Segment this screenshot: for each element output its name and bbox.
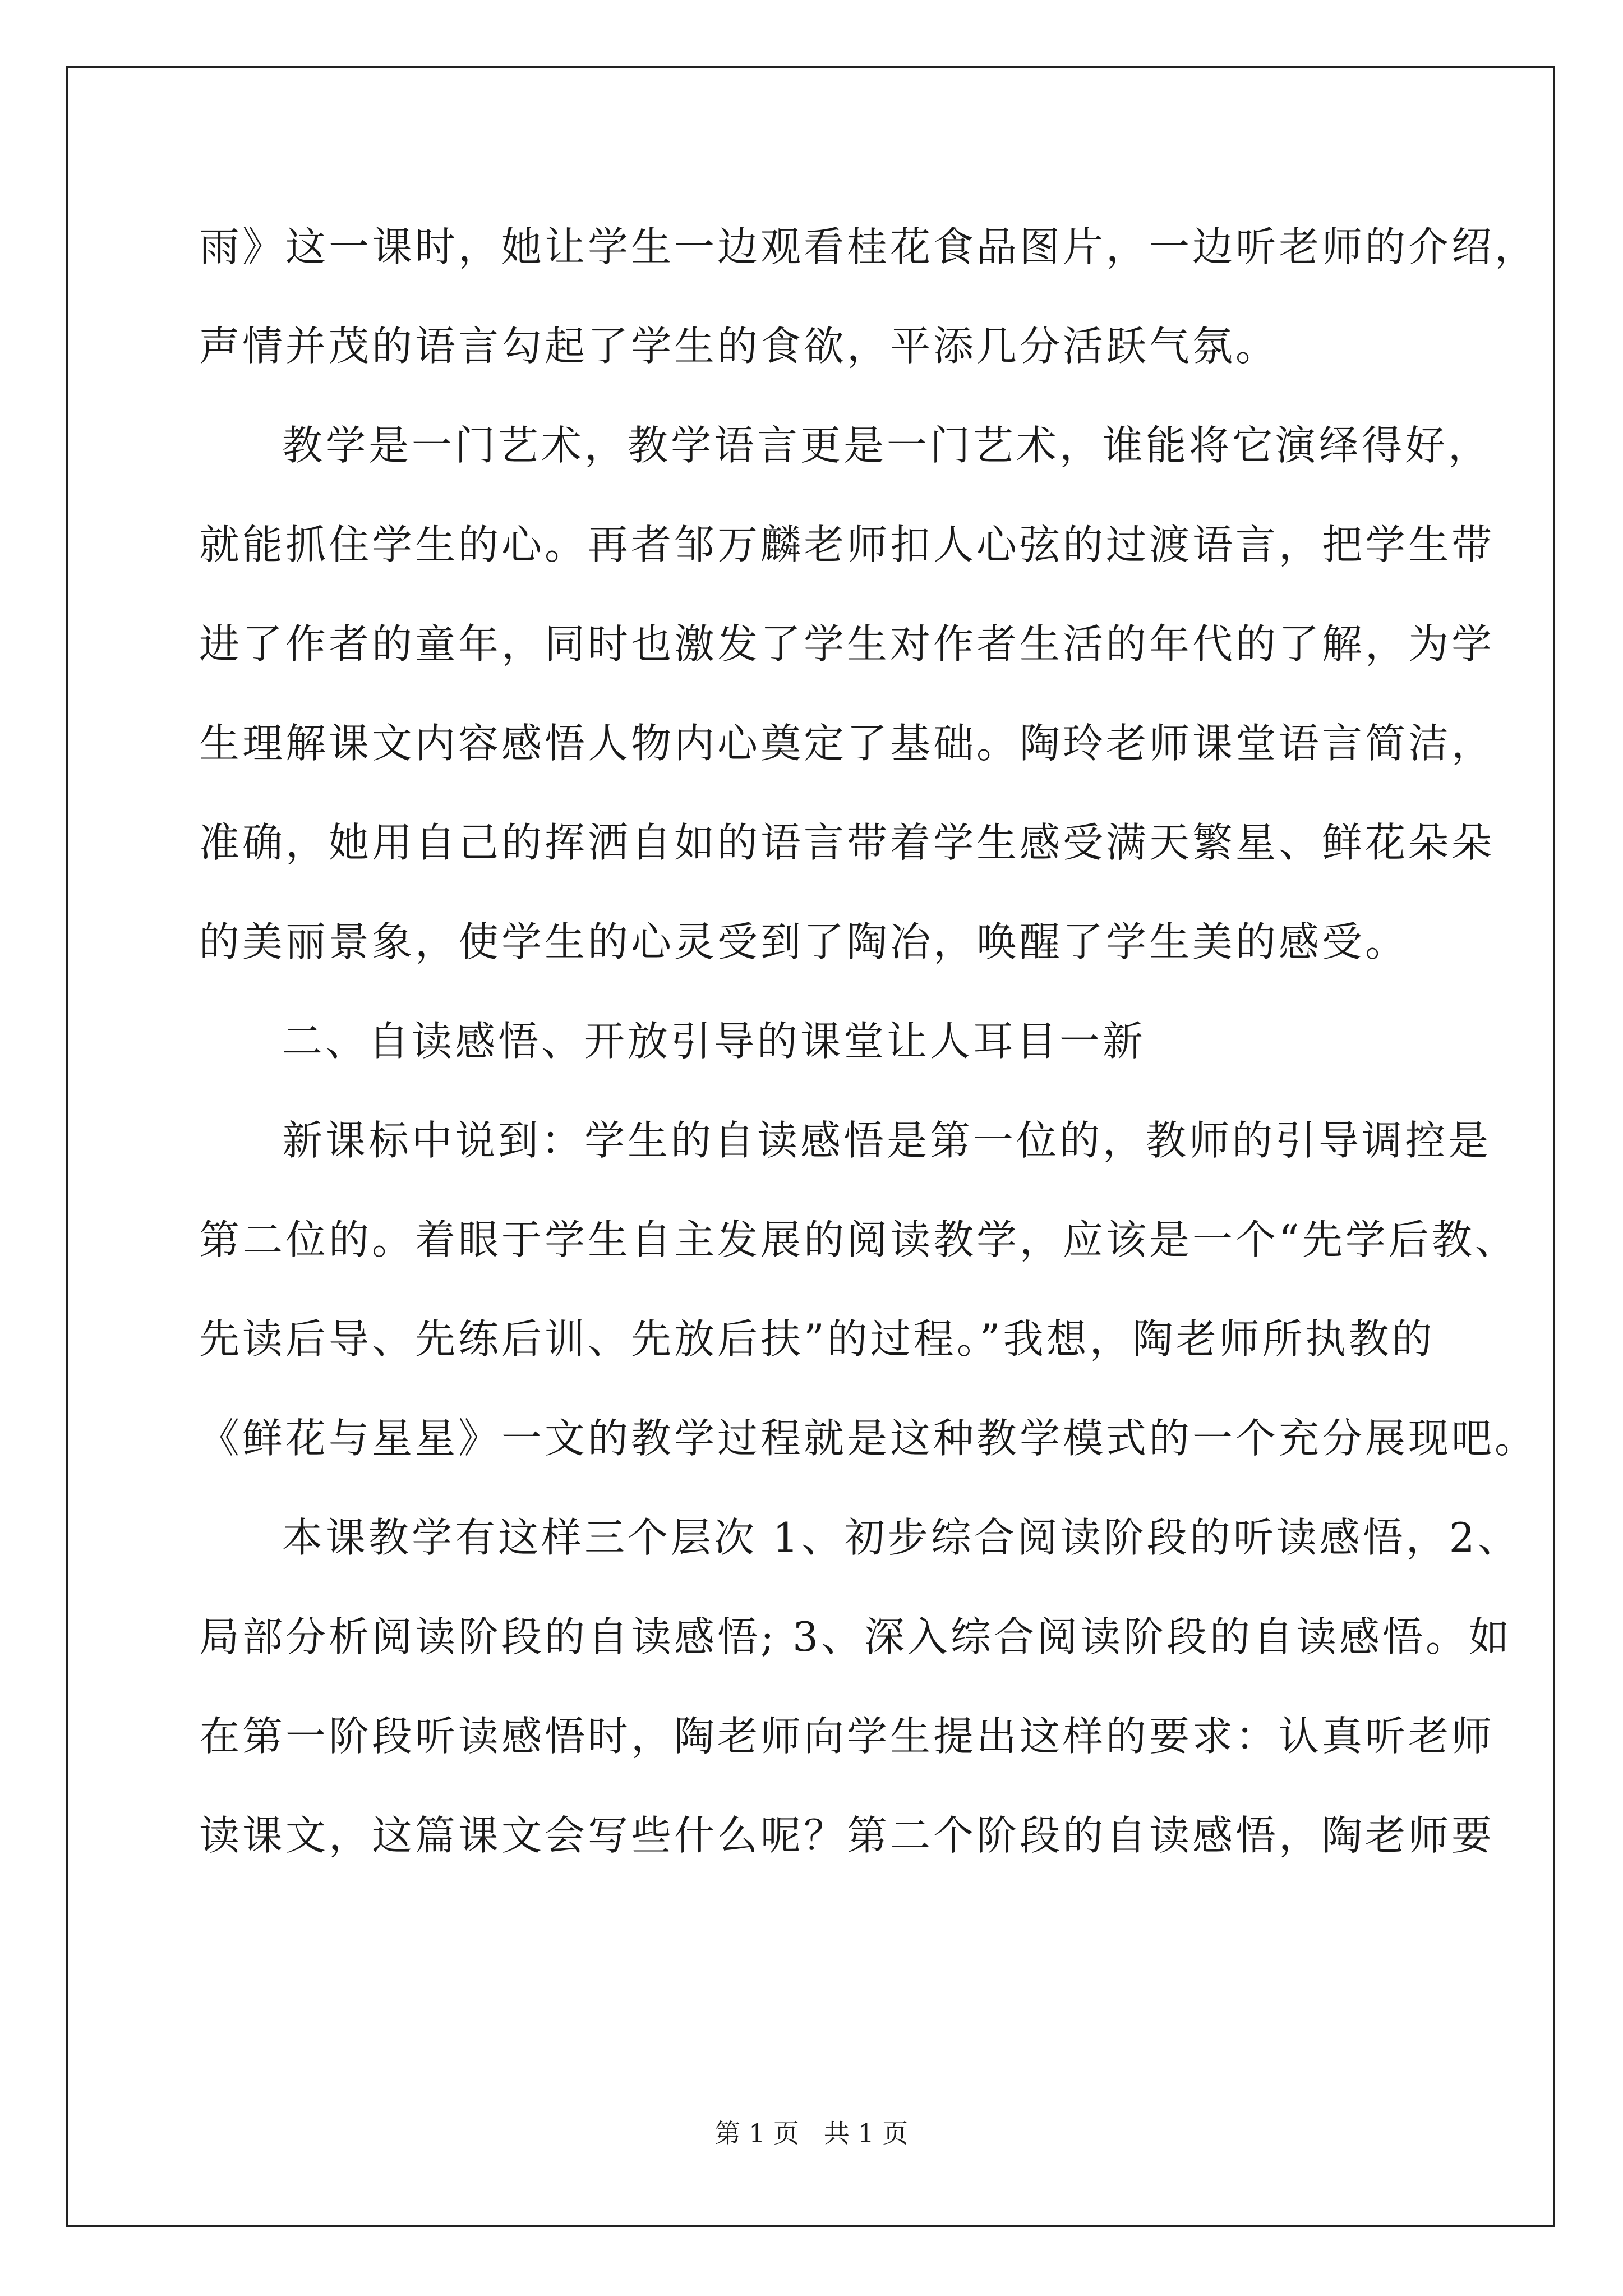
text-line-17: 读课文，这篇课文会写些什么呢？第二个阶段的自读感悟，陶老师要	[199, 1812, 1495, 1859]
text-line-11: 第二位的。着眼于学生自主发展的阅读教学，应该是一个“先学后教、	[199, 1216, 1518, 1263]
text-line-3: 教学是一门艺术，教学语言更是一门艺术，谁能将它演绎得好，	[282, 422, 1492, 469]
text-line-8: 的美丽景象，使学生的心灵受到了陶冶，唤醒了学生美的感受。	[199, 918, 1409, 965]
text-line-4: 就能抓住学生的心。再者邹万麟老师扣人心弦的过渡语言，把学生带	[199, 521, 1495, 568]
document-body	[199, 197, 1538, 1885]
text-line-5: 进了作者的童年，同时也激发了学生对作者生活的年代的了解，为学	[199, 620, 1495, 668]
section-heading: 二、自读感悟、开放引导的课堂让人耳目一新	[282, 1018, 1146, 1065]
text-line-10: 新课标中说到：学生的自读感悟是第一位的，教师的引导调控是	[282, 1117, 1492, 1164]
text-line-6: 生理解课文内容感悟人物内心奠定了基础。陶玲老师课堂语言简洁，	[199, 720, 1495, 767]
text-line-7: 准确，她用自己的挥洒自如的语言带着学生感受满天繁星、鲜花朵朵	[199, 819, 1495, 866]
text-line-13: 《鲜花与星星》一文的教学过程就是这种教学模式的一个充分展现吧。	[199, 1415, 1538, 1462]
text-line-15: 局部分析阅读阶段的自读感悟; 3、深入综合阅读阶段的自读感悟。如	[199, 1613, 1512, 1660]
page-number-footer: 第 1 页 共 1 页	[714, 2118, 909, 2148]
text-line-16: 在第一阶段听读感悟时，陶老师向学生提出这样的要求：认真听老师	[199, 1713, 1495, 1760]
text-line-2: 声情并茂的语言勾起了学生的食欲，平添几分活跃气氛。	[199, 323, 1279, 370]
text-line-14: 本课教学有这样三个层次 1、初步综合阅读阶段的听读感悟，2、	[282, 1514, 1521, 1561]
text-line-12: 先读后导、先练后训、先放后扶”的过程。”我想，陶老师所执教的	[199, 1315, 1435, 1363]
text-line-1: 雨》这一课时，她让学生一边观看桂花食品图片，一边听老师的介绍，	[199, 223, 1538, 270]
